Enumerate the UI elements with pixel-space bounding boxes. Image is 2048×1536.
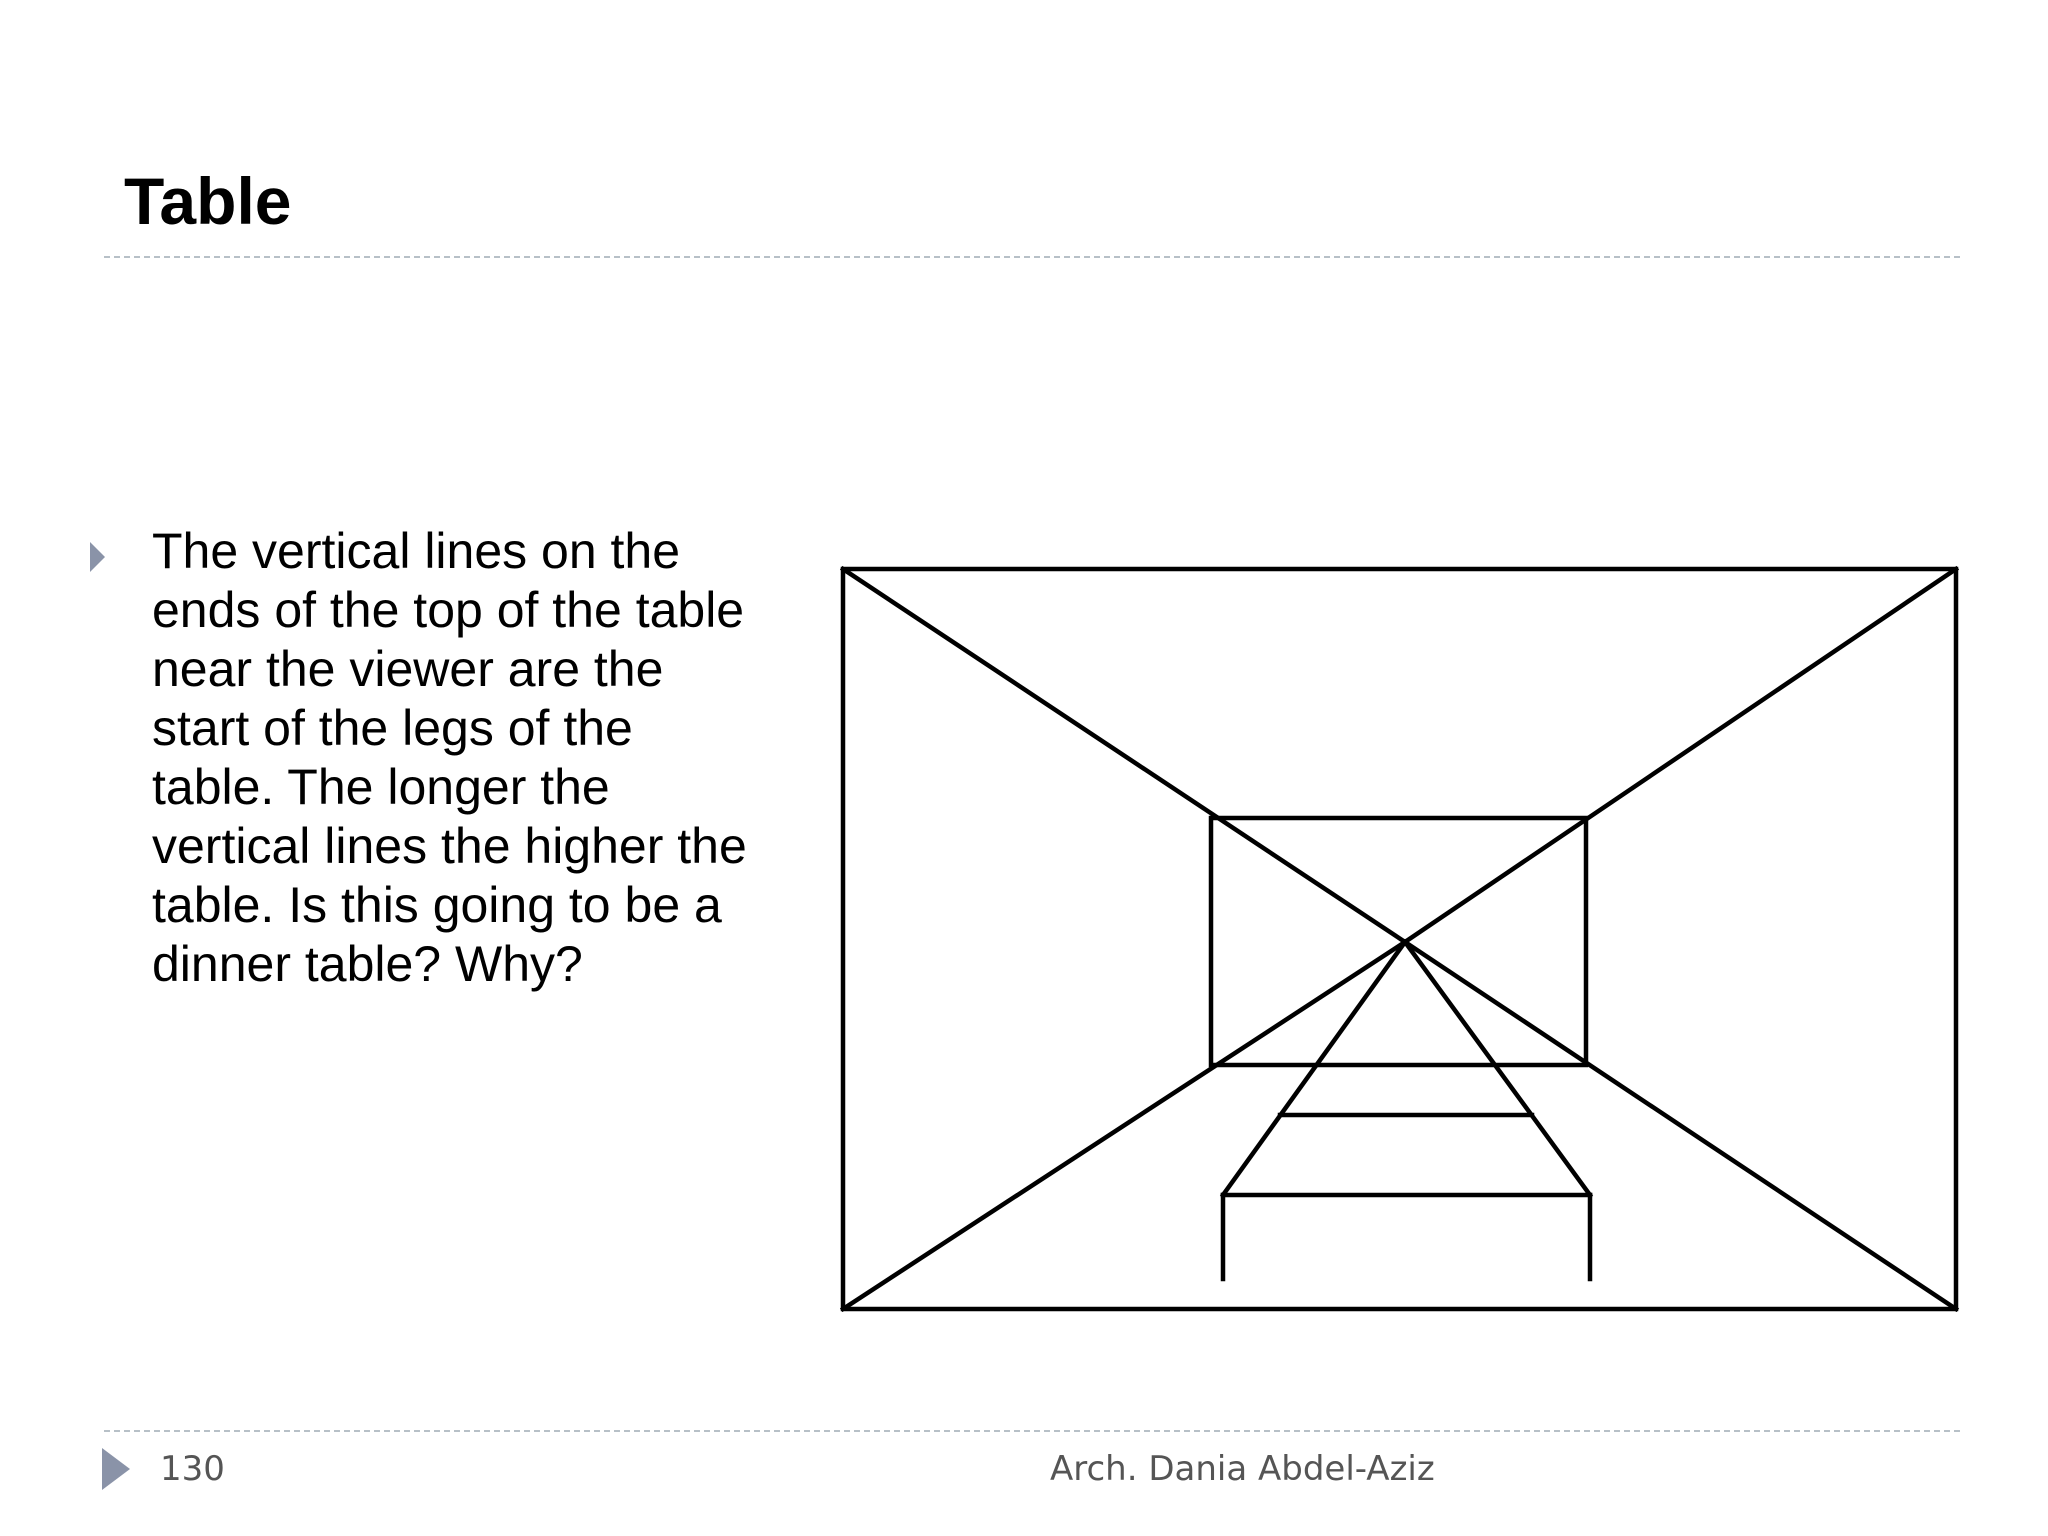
bullet-arrow-icon	[90, 542, 105, 572]
perspective-table-drawing-icon	[840, 562, 1970, 1312]
diagonal-bottom-left	[843, 942, 1405, 1309]
table-left-edge	[1223, 942, 1405, 1195]
page-number: 130	[160, 1449, 225, 1489]
footer-arrow-icon	[102, 1448, 130, 1490]
diagonal-bottom-right	[1405, 942, 1956, 1309]
slide-title: Table	[124, 164, 292, 238]
diagonal-top-left	[843, 569, 1405, 942]
table-right-edge	[1405, 942, 1590, 1195]
footer-divider	[104, 1430, 1960, 1432]
title-divider	[104, 256, 1960, 258]
bullet-item: The vertical lines on the ends of the top of the table near the viewer are the start of the legs of the table. The longer the vertical lines the higher the table. Is this going to be a dinner table? Why?	[152, 523, 747, 992]
author-credit: Arch. Dania Abdel-Aziz	[1050, 1449, 1435, 1489]
diagonal-top-right	[1405, 569, 1956, 942]
